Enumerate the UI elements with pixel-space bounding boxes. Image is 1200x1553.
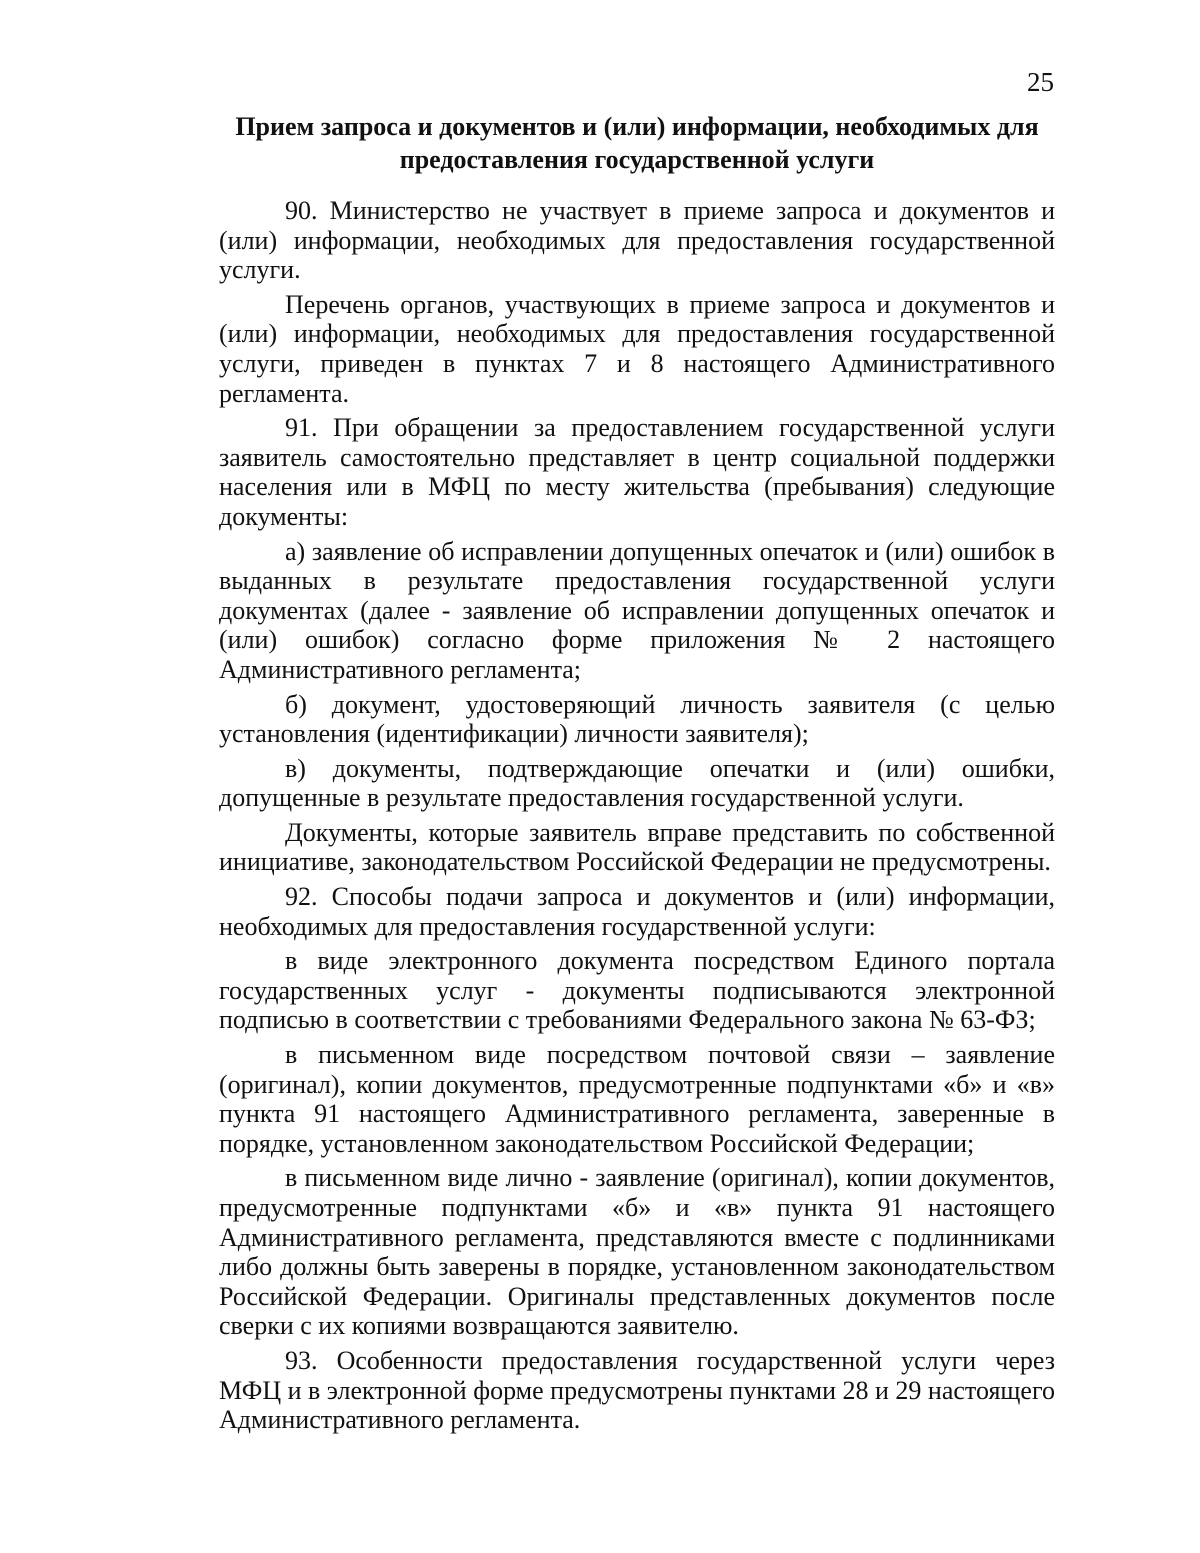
paragraph-90: 90. Министерство не участвует в приеме запроса и документов и (или) информации, необходимых для предоставления государственной услуги. (219, 196, 1055, 285)
paragraph-92-postal: в письменном виде посредством почтовой связи – заявление (оригинал), копии документов, предусмотренные подпунктами «б» и «в» пункта 91 настоящего Административного регламента, заверенные в порядке, установленном законодательством Российской Федерации; (219, 1040, 1055, 1158)
paragraph-bodies-list: Перечень органов, участвующих в приеме запроса и документов и (или) информации, необходимых для предоставления государственной услуги, приведен в пунктах 7 и 8 настоящего Административного регламента. (219, 289, 1055, 408)
paragraph-92-electronic: в виде электронного документа посредством Единого портала государственных услуг - документы подписываются электронной подписью в соответствии с требованиями Федерального закона № 63-ФЗ; (219, 946, 1055, 1035)
paragraph-91-v: в) документы, подтверждающие опечатки и (или) ошибки, допущенные в результате предоставления государственной услуги. (219, 753, 1055, 813)
section-heading: Прием запроса и документов и (или) информации, необходимых для предоставления государственной услуги (235, 112, 1039, 174)
page-number: 25 (1027, 67, 1054, 97)
paragraph-92-in-person: в письменном виде лично - заявление (оригинал), копии документов, предусмотренные подпунктами «б» и «в» пункта 91 настоящего Административного регламента, представляются вместе с подлинниками либо должны быть заверены в порядке, установленном законодательством Российской Федерации. Оригиналы представленных документов после сверки с их копиями возвращаются заявителю. (219, 1163, 1055, 1341)
document-body (219, 196, 1055, 1435)
paragraph-91-b: б) документ, удостоверяющий личность заявителя (с целью установления (идентификации) личности заявителя); (219, 689, 1055, 749)
paragraph-91: 91. При обращении за предоставлением государственной услуги заявитель самостоятельно представляет в центр социальной поддержки населения или в МФЦ по месту жительства (пребывания) следующие документы: (219, 413, 1055, 531)
paragraph-91-a: а) заявление об исправлении допущенных опечаток и (или) ошибок в выданных в результате предоставления государственной услуги документах (далее - заявление об исправлении допущенных опечаток и (или) ошибок) согласно форме приложения № 2 настоящего Административного регламента; (219, 536, 1055, 684)
paragraph-optional-documents: Документы, которые заявитель вправе представить по собственной инициативе, законодательством Российской Федерации не предусмотрены. (219, 817, 1055, 877)
paragraph-92: 92. Способы подачи запроса и документов и (или) информации, необходимых для предоставления государственной услуги: (219, 882, 1055, 941)
paragraph-93: 93. Особенности предоставления государственной услуги через МФЦ и в электронной форме предусмотрены пунктами 28 и 29 настоящего Административного регламента. (219, 1345, 1055, 1435)
